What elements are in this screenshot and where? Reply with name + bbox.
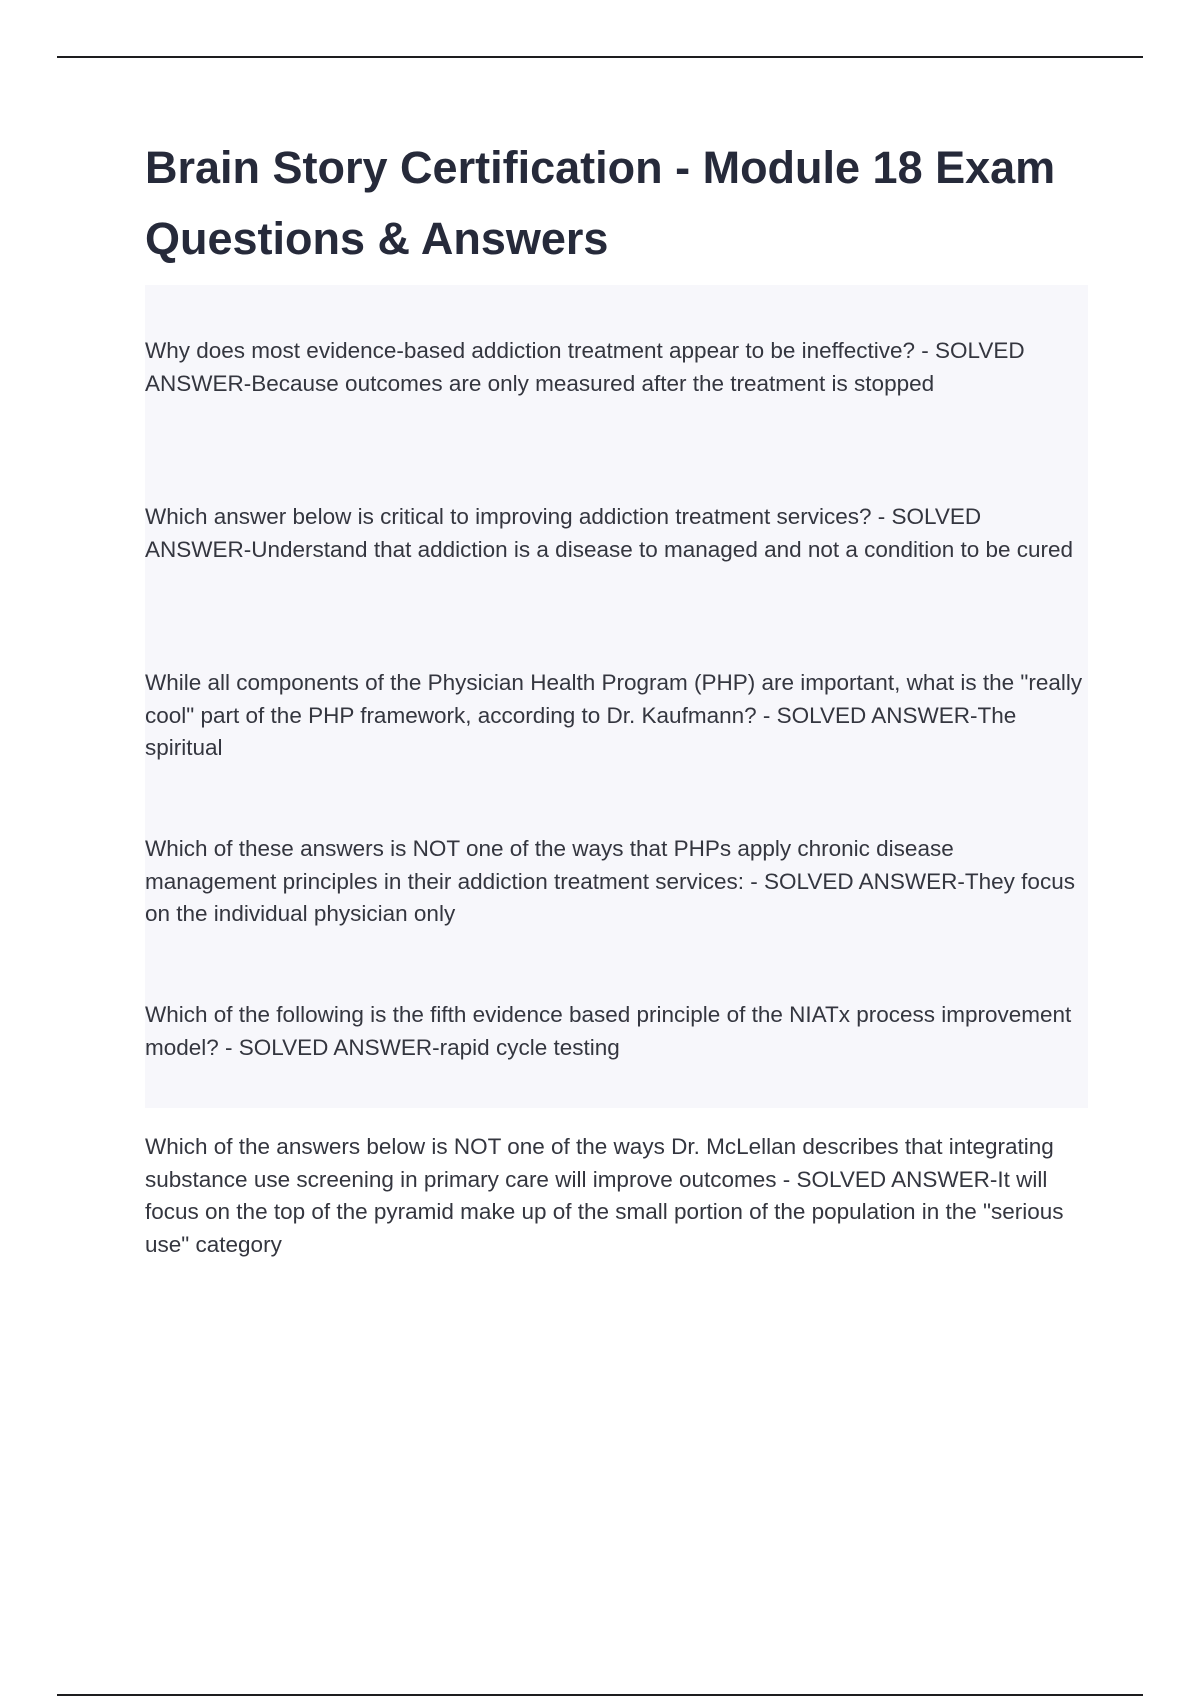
document-title: Brain Story Certification - Module 18 Exam Questions & Answers (145, 142, 1056, 264)
qa-item-5: Which of the following is the fifth evidence based principle of the NIATx process improvement model? - SOLVED ANSWER-rapid cycle testing (145, 1002, 1072, 1060)
qa-item-2: Which answer below is critical to improving addiction treatment services? - SOLVED ANSWER-Understand that addiction is a disease to managed and not a condition to be cured (145, 504, 1074, 562)
qa-item-1: Why does most evidence-based addiction treatment appear to be ineffective? - SOLVED ANSWER-Because outcomes are only measured after the treatment is stopped (145, 338, 1025, 396)
qa-item-4: Which of these answers is NOT one of the ways that PHPs apply chronic disease management principles in their addiction treatment services: - SOLVED ANSWER-They focus on the individual physician only (145, 836, 1075, 926)
qa-item-3: While all components of the Physician Health Program (PHP) are important, what is the "really cool" part of the PHP framework, according to Dr. Kaufmann? - SOLVED ANSWER-The spiritual (145, 670, 1083, 760)
bottom-divider (57, 1694, 1143, 1696)
top-divider (57, 56, 1143, 58)
qa-item-6: Which of the answers below is NOT one of the ways Dr. McLellan describes that integrating substance use screening in primary care will improve outcomes - SOLVED ANSWER-It will focus on the top of the pyramid make up of the small portion of the population in the "serious use" category (145, 1134, 1064, 1257)
